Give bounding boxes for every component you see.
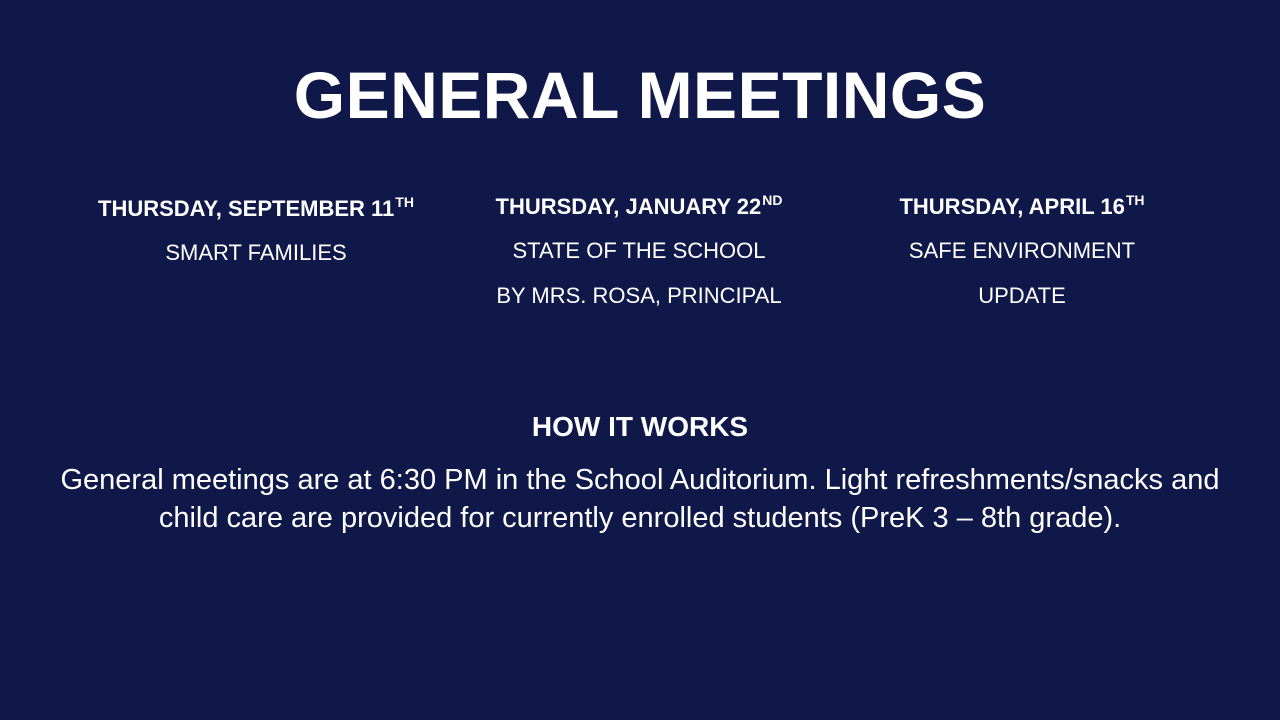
meeting-date-text: THURSDAY, JANUARY 22 <box>495 194 762 219</box>
meeting-september <box>66 194 446 265</box>
meeting-topic: STATE OF THE SCHOOL <box>512 238 766 263</box>
meeting-april <box>832 192 1212 308</box>
meeting-date <box>66 194 446 221</box>
meeting-date-suffix: ND <box>762 192 783 208</box>
meeting-date-suffix: TH <box>1125 192 1145 208</box>
meeting-date <box>832 192 1212 219</box>
meeting-topic: SMART FAMILIES <box>165 240 347 265</box>
meeting-date-suffix: TH <box>395 194 414 210</box>
meeting-presenter: BY MRS. ROSA, PRINCIPAL <box>496 283 782 308</box>
meeting-topic-continued: UPDATE <box>978 283 1066 308</box>
slide-title: GENERAL MEETINGS <box>293 58 987 132</box>
meeting-january <box>449 192 829 308</box>
how-it-works-heading: HOW IT WORKS <box>531 411 749 442</box>
meeting-date-text: THURSDAY, SEPTEMBER 11 <box>98 196 395 221</box>
meeting-topic: SAFE ENVIRONMENT <box>908 238 1136 263</box>
meeting-date <box>449 192 829 219</box>
how-it-works-body: General meetings are at 6:30 PM in the School Auditorium. Light refreshments/snacks and child care are provided for currently enrolled students (PreK 3 – 8th grade). <box>60 464 1220 534</box>
meeting-date-text: THURSDAY, APRIL 16 <box>899 194 1125 219</box>
